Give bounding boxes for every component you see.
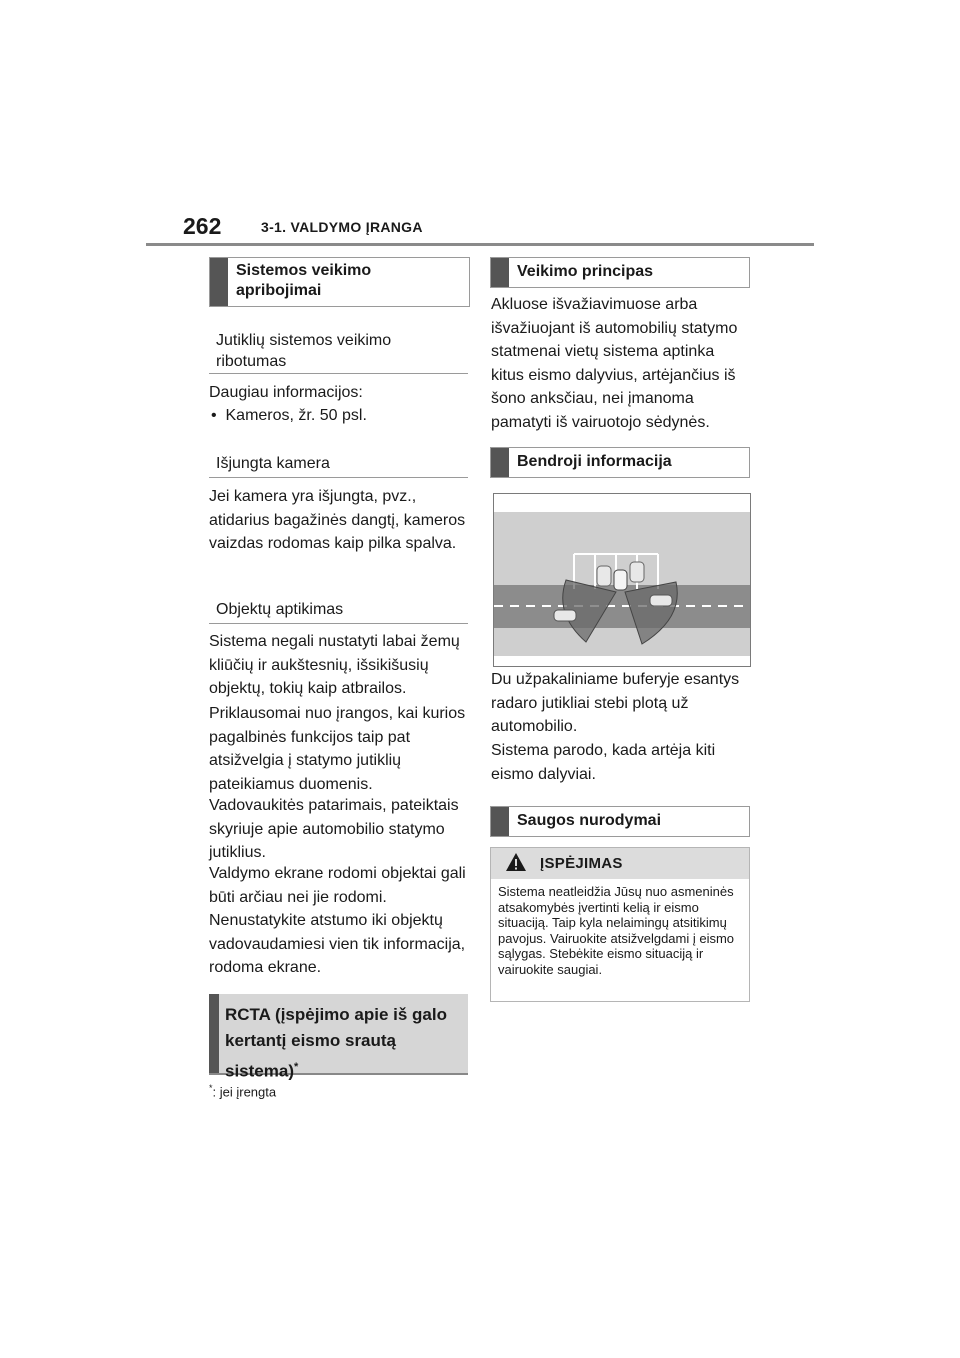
subheading-camera-off: Išjungta kamera — [216, 455, 330, 472]
heading-bar — [491, 807, 509, 836]
footnote-text: : jei įrengta — [212, 1084, 277, 1100]
general-paragraph-1: Du užpakaliniame buferyje esantys radaro jutikliai stebi plotą už automobilio. — [491, 671, 740, 735]
reversing-car — [614, 570, 627, 590]
section-heading-safety — [490, 806, 750, 837]
footnote — [209, 1083, 276, 1099]
bullet-item — [211, 404, 367, 428]
section-heading-text — [225, 1002, 465, 1085]
subheading-sensor-limits: Jutiklių sistemos veikimo ribotumas — [216, 332, 392, 370]
subheading-rule — [209, 373, 468, 374]
section-heading-text: Bendroji informacija — [517, 453, 672, 470]
bullet-dot: • — [211, 407, 226, 424]
rcta-diagram — [493, 493, 751, 667]
page-number: 262 — [183, 213, 222, 239]
object-paragraph-2: Priklausomai nuo įrangos, kai kurios pagalbinės funkcijos taip pat atsižvelgia į statymo jutiklių pateikiamus duomenis. — [209, 705, 466, 793]
parked-car — [597, 566, 611, 586]
object-paragraph-4: Valdymo ekrane rodomi objektai gali būti arčiau nei jie rodomi. Nenustatykite atstumo iki objektų vadovaudamiesi vien tik informacija, rodoma ekrane. — [209, 865, 466, 976]
approaching-car-right — [650, 595, 672, 606]
header-rule — [146, 243, 814, 246]
rcta-heading-text: RCTA (įspėjimo apie iš galo kertantį eismo srautą sistema) — [225, 1005, 447, 1081]
camera-off-paragraph: Jei kamera yra išjungta, pvz., atidarius bagažinės dangtį, kameros vaizdas rodomas kaip pilka spalva. — [209, 488, 466, 552]
section-heading-text: Saugos nurodymai — [517, 812, 662, 829]
warning-title: ĮSPĖJIMAS — [540, 855, 623, 872]
camera-reference-link[interactable]: Kameros, žr. 50 psl. — [225, 407, 367, 424]
chapter-title: 3-1. VALDYMO ĮRANGA — [261, 219, 423, 235]
approaching-car-left — [554, 610, 576, 621]
more-info-label: Daugiau informacijos: — [209, 384, 363, 401]
rcta-diagram-svg — [494, 494, 750, 666]
general-paragraph-2: Sistema parodo, kada artėja kiti eismo dalyviai. — [491, 742, 716, 783]
heading-bar — [210, 258, 228, 306]
section-heading-rcta — [209, 994, 468, 1081]
section-heading-limits — [209, 257, 470, 307]
heading-bar — [209, 994, 219, 1073]
object-paragraph-3: Vadovaukitės patarimais, pateiktais skyriuje apie automobilio statymo jutiklius. — [209, 797, 459, 861]
principle-paragraph: Akluose išvažiavimuose arba išvažiuojant iš automobilių statymo statmenai vietų sistema aptinka kitus eismo dalyvius, artėjančius iš šono anksčiau, nei įmanoma pamatyti iš vairuotojo sėdynės. — [491, 296, 738, 431]
warning-header — [491, 848, 749, 879]
footnote-mark: * — [209, 1083, 213, 1093]
warning-text: Sistema neatleidžia Jūsų nuo asmeninės atsakomybės įvertinti kelią ir eismo situaciją. Taip kyla nelaimingų atsitikimų pavojus. Vairuokite atsižvelgdami į eismo sąlygas. Stebėkite eismo situaciją ir vairuokite saugiai. — [498, 884, 735, 977]
heading-bar — [491, 448, 509, 477]
section-heading-general — [490, 447, 750, 478]
warning-box — [490, 847, 750, 1002]
object-paragraph-1: Sistema negali nustatyti labai žemų kliūčių ir aukštesnių, išsikišusių objektų, tokių kaip atbrailos. — [209, 633, 460, 697]
warning-triangle-icon — [505, 852, 527, 872]
parked-car — [630, 562, 644, 582]
section-heading-text: Veikimo principas — [517, 263, 654, 280]
rcta-asterisk: * — [293, 1061, 299, 1073]
subheading-object-detection: Objektų aptikimas — [216, 601, 344, 618]
subheading-rule — [209, 477, 468, 478]
section-heading-principle — [490, 257, 750, 288]
subheading-rule — [209, 623, 468, 624]
section-heading-text: Sistemos veikimo apribojimai — [236, 262, 372, 299]
heading-bar — [491, 258, 509, 287]
